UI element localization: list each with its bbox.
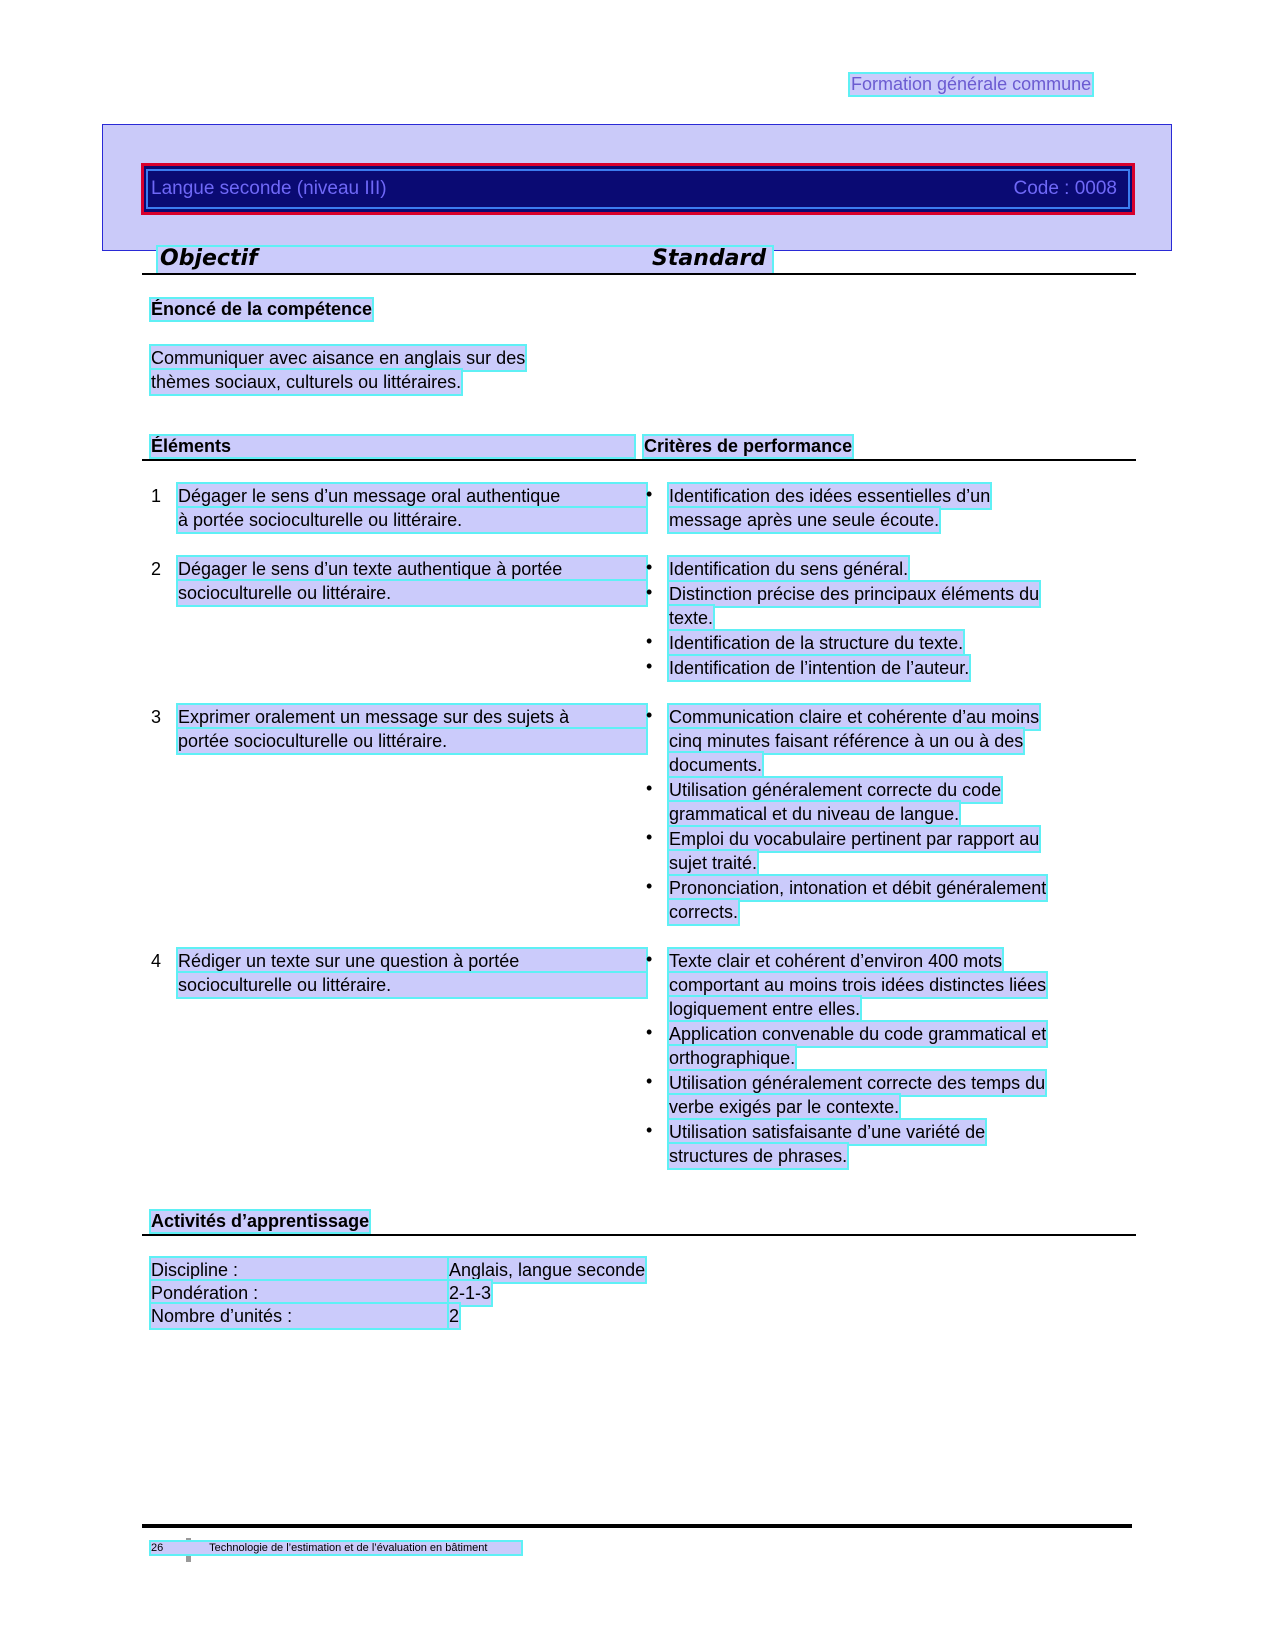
course-title: Langue seconde (niveau III) <box>151 178 387 199</box>
criterion-text: Distinction précise des principaux éléments du <box>669 584 1040 604</box>
page-number: 26 <box>151 1542 164 1554</box>
bullet-icon: • <box>646 876 653 896</box>
criterion-text: comportant au moins trois idées distinctes liées <box>669 975 1047 995</box>
bullet-icon: • <box>646 484 653 504</box>
activities-heading: Activités d’apprentissage <box>151 1211 370 1231</box>
criterion-text: Communication claire et cohérente d’au moins <box>669 707 1040 727</box>
criterion-text: corrects. <box>669 902 739 922</box>
element-text: Rédiger un texte sur une question à portée <box>178 949 646 973</box>
criterion-text: Identification de l’intention de l’auteur. <box>669 658 970 678</box>
activity-label: Discipline : <box>151 1258 447 1282</box>
bullet-icon: • <box>646 1071 653 1091</box>
competence-line: thèmes sociaux, culturels ou littéraires. <box>151 372 462 392</box>
activity-value: Anglais, langue seconde <box>449 1260 646 1280</box>
bullet-icon: • <box>646 582 653 602</box>
activity-label: Pondération : <box>151 1281 447 1305</box>
criterion-text: Utilisation généralement correcte des temps du <box>669 1073 1046 1093</box>
footer <box>151 1542 521 1554</box>
bullet-icon: • <box>646 1120 653 1140</box>
element-number: 4 <box>151 951 162 971</box>
element-text: socioculturelle ou littéraire. <box>178 581 646 605</box>
element-text: Exprimer oralement un message sur des sujets à <box>178 705 646 729</box>
element-text: socioculturelle ou littéraire. <box>178 973 646 997</box>
footer-rule <box>142 1524 1132 1528</box>
course-code: Code : 0008 <box>1013 178 1117 199</box>
objectif-heading: Objectif <box>160 246 258 271</box>
section-rule <box>142 273 1136 275</box>
activity-value: 2-1-3 <box>449 1283 492 1303</box>
criterion-text: texte. <box>669 608 714 628</box>
bullet-icon: • <box>646 778 653 798</box>
criterion-text: Utilisation satisfaisante d’une variété de <box>669 1122 986 1142</box>
element-text: Dégager le sens d’un texte authentique à portée <box>178 557 646 581</box>
criterion-text: Identification de la structure du texte. <box>669 633 964 653</box>
bullet-icon: • <box>646 557 653 577</box>
criterion-text: Emploi du vocabulaire pertinent par rapport au <box>669 829 1040 849</box>
bullet-icon: • <box>646 827 653 847</box>
standard-heading: Standard <box>652 246 767 271</box>
criterion-text: Identification du sens général. <box>669 559 909 579</box>
bullet-icon: • <box>646 705 653 725</box>
criterion-text: grammatical et du niveau de langue. <box>669 804 960 824</box>
criterion-text: sujet traité. <box>669 853 758 873</box>
element-text: Dégager le sens d’un message oral authentique <box>178 484 646 508</box>
criterion-text: Prononciation, intonation et débit généralement <box>669 878 1047 898</box>
running-header: Formation générale commune <box>851 74 1092 94</box>
criterion-text: message après une seule écoute. <box>669 510 940 530</box>
bullet-icon: • <box>646 1022 653 1042</box>
section-rule <box>142 459 1136 461</box>
competence-line: Communiquer avec aisance en anglais sur des <box>151 348 526 368</box>
bullet-icon: • <box>646 656 653 676</box>
criterion-text: Texte clair et cohérent d’environ 400 mots <box>669 951 1003 971</box>
criterion-text: orthographique. <box>669 1048 796 1068</box>
criterion-text: cinq minutes faisant référence à un ou à des <box>669 731 1024 751</box>
element-text: à portée socioculturelle ou littéraire. <box>178 508 646 532</box>
bullet-icon: • <box>646 631 653 651</box>
element-number: 3 <box>151 707 162 727</box>
criterion-text: verbe exigés par le contexte. <box>669 1097 900 1117</box>
criterion-text: Identification des idées essentielles d’un <box>669 486 991 506</box>
criterion-text: structures de phrases. <box>669 1146 848 1166</box>
footer-title: Technologie de l’estimation et de l’évaluation en bâtiment <box>209 1542 488 1554</box>
criterion-text: Utilisation généralement correcte du code <box>669 780 1002 800</box>
section-rule <box>142 1234 1136 1236</box>
elements-heading: Éléments <box>151 436 634 457</box>
element-text: portée socioculturelle ou littéraire. <box>178 729 646 753</box>
element-number: 2 <box>151 559 162 579</box>
element-number: 1 <box>151 486 162 506</box>
criterion-text: logiquement entre elles. <box>669 999 861 1019</box>
activity-label: Nombre d’unités : <box>151 1304 447 1328</box>
criterion-text: Application convenable du code grammatical et <box>669 1024 1047 1044</box>
bullet-icon: • <box>646 949 653 969</box>
criteria-heading: Critères de performance <box>644 436 853 456</box>
activity-value: 2 <box>449 1306 460 1326</box>
competence-heading: Énoncé de la compétence <box>151 299 373 319</box>
criterion-text: documents. <box>669 755 763 775</box>
